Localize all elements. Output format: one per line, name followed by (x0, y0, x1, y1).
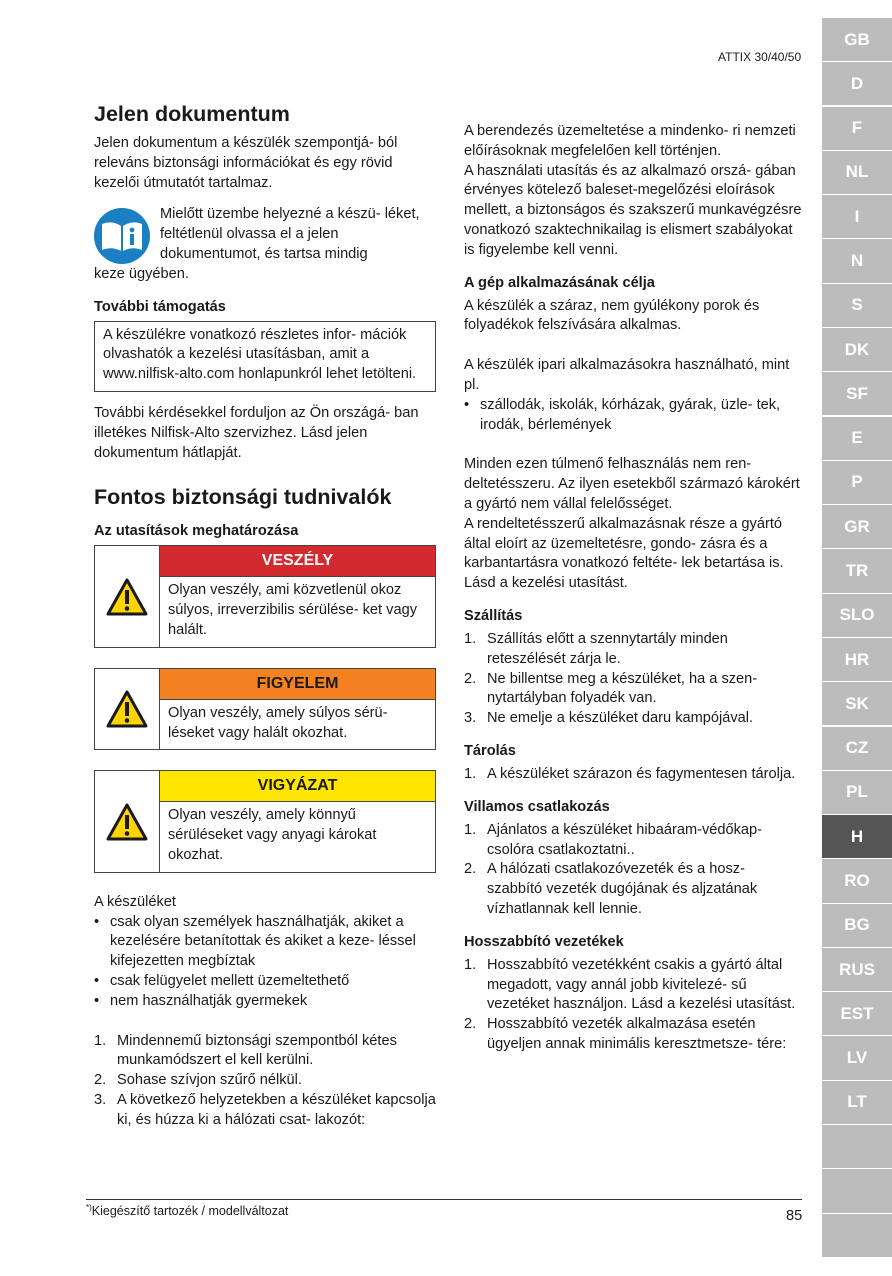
list-item: • szállodák, iskolák, kórházak, gyárak, üzle- tek, irodák, bérlemények (464, 396, 804, 436)
item-number: 2. (464, 1016, 477, 1033)
list-item (464, 956, 804, 1015)
right-column (464, 122, 804, 1055)
language-tab-i[interactable]: I (822, 195, 892, 238)
signal-icon-cell (95, 771, 160, 871)
signal-words (94, 545, 436, 872)
support-box (94, 321, 436, 392)
item-number: 3. (464, 710, 477, 727)
language-tab-empty (822, 1214, 892, 1257)
safety-rules (94, 1032, 436, 1131)
section-list (464, 630, 804, 729)
language-tab-gb[interactable]: GB (822, 18, 892, 61)
misuse-2: A rendeltetésszerű alkalmazásnak része a gyártó által eloírt az üzemeltetésre, gondo- zásra és a karbantartásra vonatkozó feltéte- lek betartása is. Lásd a kezelési utasítást. (464, 515, 784, 592)
signal-icon-cell (95, 669, 160, 750)
list-item (464, 765, 804, 785)
right-sections (464, 606, 804, 1055)
read-note-text: Mielőtt üzembe helyezné a készü- léket, feltétlenül olvassa el a jelen dokumentumot, és tartsa mindig (160, 206, 420, 262)
section-title: Szállítás (464, 607, 523, 624)
support-contact: További kérdésekkel forduljon az Ön országá- ban illetékes Nilfisk-Alto szervizhez. Lásd jelen dokumentum hátlapját. (94, 404, 419, 461)
item-text: Ne billentse meg a készüléket, ha a szen- nytartályban folyadék van. (487, 670, 758, 707)
list-item (94, 1091, 436, 1131)
item-text: Sohase szívjon szűrő nélkül. (117, 1072, 302, 1089)
language-tab-e[interactable]: E (822, 417, 892, 460)
warning-triangle-icon (106, 690, 148, 728)
list-item (464, 1015, 804, 1055)
item-number: 2. (94, 1072, 107, 1089)
signal-text: Olyan veszély, amely súlyos sérü- léseket vagy halált okozhat. (168, 704, 388, 741)
device-bullets (94, 913, 436, 1012)
header-model: ATTIX 30/40/50 (718, 50, 802, 64)
definitions-title: Az utasítások meghatározása (94, 523, 299, 540)
language-tab-n[interactable]: N (822, 239, 892, 282)
doc-intro: Jelen dokumentum a készülék szempontjá- ból releváns biztonsági információkat és egy rövid kezelői útmutatót tartalmaz. (94, 135, 398, 191)
language-tab-lt[interactable]: LT (822, 1081, 892, 1124)
item-text: A hálózati csatlakozóvezeték és a hosz- szabbító vezeték dugójának és aljzatának vízhatlannak kell lennie. (487, 861, 758, 917)
misuse-1: Minden ezen túlmenő felhasználás nem ren- deltetésszeru. Az ilyen esetekből származó károkért a gyártó nem vállal felelősséget. (464, 456, 800, 512)
signal-title: FIGYELEM (160, 669, 435, 700)
list-item (94, 1032, 436, 1072)
signal-body (160, 771, 435, 871)
purpose-2: A készülék ipari alkalmazásokra használható, mint pl. (464, 357, 790, 393)
item-number: 2. (464, 861, 477, 878)
language-tab-p[interactable]: P (822, 461, 892, 504)
footer-divider (86, 1199, 802, 1200)
purpose-1: A készülék a száraz, nem gyúlékony porok és folyadékok felszívására alkalmas. (464, 297, 760, 334)
language-tab-lv[interactable]: LV (822, 1036, 892, 1079)
section (464, 797, 804, 920)
item-number: 2. (464, 670, 477, 687)
section-title: Villamos csatlakozás (464, 798, 610, 815)
list-item (464, 821, 804, 861)
warning-triangle-icon (106, 578, 148, 616)
signal-title: VESZÉLY (160, 546, 435, 577)
purpose-title: A gép alkalmazásának célja (464, 274, 655, 291)
language-tab-dk[interactable]: DK (822, 328, 892, 371)
section-list (464, 821, 804, 920)
language-tab-s[interactable]: S (822, 284, 892, 327)
language-tab-sf[interactable]: SF (822, 372, 892, 415)
language-tab-empty (822, 1125, 892, 1168)
item-number: 1. (464, 821, 477, 838)
language-tab-gr[interactable]: GR (822, 505, 892, 548)
language-tab-sk[interactable]: SK (822, 682, 892, 725)
item-text: A készüléket szárazon és fagymentesen tárolja. (487, 765, 796, 782)
signal-icon-cell (95, 546, 160, 646)
item-text: A következő helyzetekben a készüléket kapcsolja ki, és húzza ki a hálózati csat- lakozót: (117, 1091, 436, 1128)
purpose-bullets (464, 396, 804, 436)
footnote (86, 1203, 288, 1218)
item-text: Mindennemű biztonsági szempontból kétes munkamódszert el kell kerülni. (117, 1032, 397, 1069)
list-item: • csak olyan személyek használhatják, akiket a kezelésére betanítottak és akiket a keze- léssel kifejezetten megbíztak (94, 913, 436, 972)
read-manual-note (94, 205, 436, 284)
support-box-text: A készülékre vonatkozó részletes infor- mációk olvashatók a kezelési utasításban, amit a www.nilfisk-alto.com honlapunkról lehet letölteni. (103, 326, 417, 383)
signal-box (94, 668, 436, 751)
language-tab-pl[interactable]: PL (822, 771, 892, 814)
language-tab-empty (822, 1169, 892, 1212)
page-number: 85 (786, 1208, 803, 1224)
language-tab-d[interactable]: D (822, 62, 892, 105)
warning-triangle-icon (106, 803, 148, 841)
doc-title: Jelen dokumentum (94, 102, 290, 126)
section-list (464, 956, 804, 1055)
item-number: 1. (94, 1032, 107, 1049)
section-title: Tárolás (464, 742, 516, 759)
language-tab-ro[interactable]: RO (822, 859, 892, 902)
signal-body (160, 546, 435, 646)
item-text: Szállítás előtt a szennytartály minden reteszélését zárja le. (487, 630, 728, 667)
signal-body (160, 669, 435, 750)
signal-text: Olyan veszély, ami közvetlenül okoz súlyos, irreverzibilis sérülése- ket vagy halált. (168, 582, 417, 638)
language-sidebar (822, 18, 892, 1258)
section (464, 741, 804, 785)
footnote-mark: *) (86, 1203, 92, 1212)
signal-box (94, 545, 436, 647)
section-list (464, 765, 804, 785)
language-tab-cz[interactable]: CZ (822, 727, 892, 770)
language-tab-rus[interactable]: RUS (822, 948, 892, 991)
item-number: 1. (464, 630, 477, 647)
language-tab-slo[interactable]: SLO (822, 594, 892, 637)
item-number: 1. (464, 765, 477, 782)
language-tab-hr[interactable]: HR (822, 638, 892, 681)
list-item (94, 1071, 436, 1091)
section-title: Hosszabbító vezetékek (464, 933, 624, 950)
section (464, 932, 804, 1055)
item-text: Hosszabbító vezetékként csakis a gyártó által megadott, vagy annál jobb kivitelezé- sű vezetéket használjon. Lásd a kezelési utasítást. (487, 956, 796, 1013)
left-column (94, 100, 436, 1131)
language-tab-f[interactable]: F (822, 107, 892, 150)
safety-title: Fontos biztonsági tudnivalók (94, 485, 392, 510)
operation-2: A használati utasítás és az alkalmazó orszá- gában érvényes kötelező baleset-megelőzési eloírások mellett, a biztonságos és szakszerű munkavégzésre vonatkozó szaktechnikailag is elismert szabályokat is figyelembe kell venni. (464, 162, 802, 258)
language-tab-tr[interactable]: TR (822, 549, 892, 592)
item-number: 1. (464, 956, 477, 973)
language-tab-est[interactable]: EST (822, 992, 892, 1035)
device-intro: A készüléket (94, 893, 176, 910)
support-title: További támogatás (94, 298, 226, 315)
section (464, 606, 804, 729)
list-item: • nem használhatják gyermekek (94, 992, 436, 1012)
list-item: • csak felügyelet mellett üzemeltethető (94, 972, 436, 992)
item-text: Ne emelje a készüléket daru kampójával. (487, 710, 754, 727)
item-text: Hosszabbító vezeték alkalmazása esetén ügyeljen annak minimális keresztmetsze- tére: (487, 1016, 787, 1052)
signal-title: VIGYÁZAT (160, 771, 435, 802)
operation-1: A berendezés üzemeltetése a mindenko- ri nemzeti előírásoknak megfelelően kell történjen. (464, 123, 796, 159)
language-tab-nl[interactable]: NL (822, 151, 892, 194)
list-item (464, 860, 804, 919)
read-manual-icon (94, 208, 150, 264)
item-number: 3. (94, 1091, 107, 1108)
language-tab-h[interactable]: H (822, 815, 892, 858)
list-item (464, 630, 804, 670)
list-item (464, 709, 804, 729)
read-note-end: keze ügyében. (94, 265, 189, 282)
language-tab-bg[interactable]: BG (822, 904, 892, 947)
list-item (464, 670, 804, 710)
footnote-text: Kiegészítő tartozék / modellváltozat (91, 1204, 289, 1219)
signal-text: Olyan veszély, amely könnyű sérüléseket vagy anyagi károkat okozhat. (168, 807, 377, 863)
signal-box (94, 770, 436, 872)
item-text: Ajánlatos a készüléket hibaáram-védőkap- csolóra csatlakoztatni.. (487, 821, 763, 858)
